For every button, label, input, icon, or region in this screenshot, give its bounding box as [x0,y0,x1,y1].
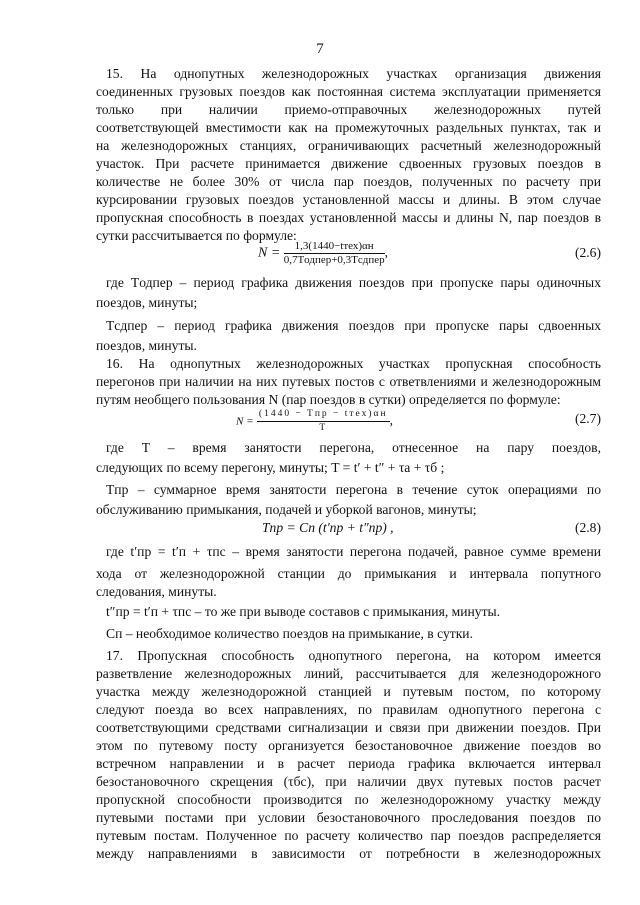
formula-2-6 [258,240,388,267]
def-cp-line: Cп – необходимое количество поездов на примыкание, в сутки. [106,626,473,641]
def-tpr2-line: t″пр = t′п + τпс – то же при выводе составов с примыкания, минуты. [106,604,501,619]
def-t-od-line-2: поездов, минуты; [96,295,198,310]
p17-line-6: этом по путевому посту организуется безостановочное движение поездов во [96,738,601,753]
p15-line-3: только при наличии приемо-отправочных железнодорожных путей [96,102,601,117]
p16-line-2: перегонов при наличии на них путевых постов с ответвлениями и железнодорожным [96,374,601,389]
formula-2-7-number: (2.7) [574,411,601,426]
p17-line-8: безостановочного скрещения (τбс), при наличии двух путевых постов расчет [96,774,601,789]
formula-2-7-lhs: N = [236,415,254,428]
formula-2-6-fraction [284,240,385,267]
formula-2-7-fraction [257,408,390,435]
def-T-line-2: следующих по всему перегону, минуты; T = t′ + t″ + τа + τб ; [96,460,445,475]
p15-line-7: количестве не более 30% от числа пар поездов, полученных по расчету при [96,174,601,189]
formula-2-6-lhs: N = [258,245,281,261]
def-Tpr-line-1: Tпр – суммарное время занятости перегона в течение суток операциями по [106,482,601,497]
p15-line-9: пропускная способность в поездах установленной массы и длины N, пар поездов в [96,210,601,225]
def-t-od-line-1: где Tодпер – период графика движения поездов при пропуске пары одиночных [106,275,601,290]
p17-line-5: соответствующими средствами сигнализации и связи при движении поездов. При [96,720,601,735]
formula-2-8: Tпр = Cп (t′пр + t″пр) , [262,520,394,535]
formula-2-7-comma: , [389,412,394,428]
formula-2-7 [236,408,393,435]
p15-line-1: 15. На однопутных железнодорожных участках организация движения [106,66,601,81]
p15-line-10: сутки рассчитывается по формуле: [96,228,297,243]
def-tpr-line-3: следования, минуты. [96,584,217,599]
p16-line-3: путям необщего пользования N (пар поездов в сутки) определяется по формуле: [96,392,561,407]
def-tpr-line-2: хода от железнодорожной станции до примыкания и интервала попутного [96,566,601,581]
p15-line-8: курсировании грузовых поездов установленной массы и длины. В этом случае [96,192,601,207]
p17-line-3: участка между железнодорожной станцией и путевым постом, по которому [96,684,601,699]
formula-2-6-comma: , [384,244,389,260]
p17-line-7: встречном направлении и в расчет периода графика включается интервал [96,756,601,771]
p15-line-2: соединенных грузовых поездов как постоянная система эксплуатации применяется [96,84,601,99]
formula-2-6-denominator: 0,7Tодпер+0,3Tсдпер [283,254,385,266]
p17-line-1: 17. Пропускная способность однопутного перегона, на котором имеется [106,648,601,663]
def-tpr-line-1: где t′пр = t′п + τпс – время занятости перегона подачей, равное сумме времени [106,544,601,559]
p17-line-2: разветвление железнодорожных линий, рассчитывается для железнодорожного [96,666,601,681]
def-Tpr-line-2: обслуживанию примыкания, подачей и уборкой вагонов, минуты; [96,502,477,517]
formula-2-6-number: (2.6) [574,245,601,260]
p17-line-9: пропускной способности производится по железнодорожному участку между [96,792,601,807]
formula-2-7-denominator: T [319,423,328,433]
p17-line-4: следуют поезда во всех направлениях, по правилам однопутного перегона с [96,702,601,717]
p15-line-5: на железнодорожных станциях, ограничивающих расчетный железнодорожный [96,138,601,153]
formula-2-7-numerator: (1440 − Tпр − tтех)αн [257,408,390,422]
p15-line-6: участок. При расчете принимается движение сдвоенных грузовых поездов в [96,156,601,171]
p15-line-4: соответствующей вместимости как на промежуточных раздельных пунктах, так и [96,120,601,135]
p17-line-12: между направлениями в зависимости от потребности в железнодорожных [96,846,601,861]
p16-line-1: 16. На однопутных железнодорожных участках пропускная способность [106,356,601,371]
def-t-sd-line-2: поездов, минуты. [96,338,197,353]
p17-line-11: путевым постам. Полученное по расчету количество пар поездов распределяется [96,828,601,843]
formula-2-8-number: (2.8) [574,520,601,535]
page-number: 7 [316,41,324,57]
def-T-line-1: где T – время занятости перегона, отнесенное на пару поездов, [106,440,601,455]
formula-2-6-numerator: 1,3(1440−tтех)αн [284,240,385,254]
p17-line-10: путевыми постами при условии безостановочного проследования поездов по [96,810,601,825]
def-t-sd-line-1: Tсдпер – период графика движения поездов при пропуске пары сдвоенных [106,318,601,333]
